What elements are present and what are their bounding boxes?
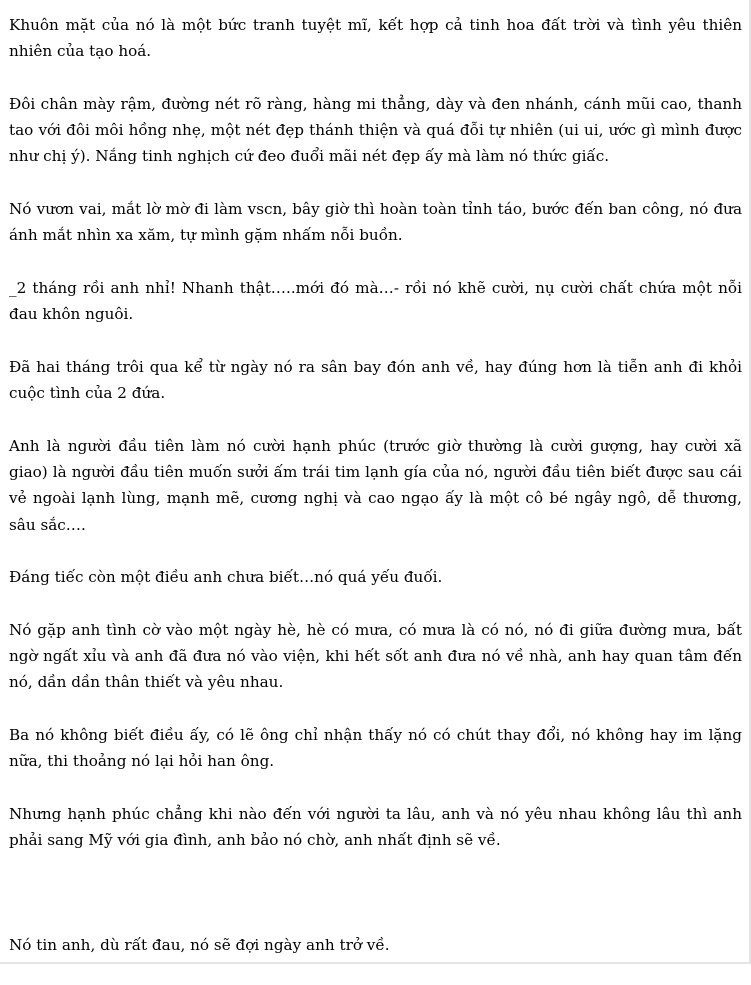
paragraph-11: Nó tin anh, dù rất đau, nó sẽ đợi ngày anh trở về.	[9, 936, 390, 955]
paragraph-1: Khuôn mặt của nó là một bức tranh tuyệt mĩ, kết hợp cả tinh hoa đất trời và tình yêu thiên nhiên của tạo hoá.	[9, 16, 742, 61]
paragraph-10: Nhưng hạnh phúc chẳng khi nào đến với người ta lâu, anh và nó yêu nhau không lâu thì anh phải sang Mỹ với gia đình, anh bảo nó chờ, anh nhất định sẽ về.	[9, 804, 742, 850]
paragraph-2: Đôi chân mày rậm, đường nét rõ ràng, hàng mi thẳng, dày và đen nhánh, cánh mũi cao, thanh tao với đôi môi hồng nhẹ, một nét đẹp thánh thiện và quá đỗi tự nhiên (ui ui, ước gì mình được như chị ý). Nắng tinh nghịch cứ đeo đuổi mãi nét đẹp ấy mà làm nó thức giấc.	[9, 94, 742, 166]
paragraph-8: Nó gặp anh tình cờ vào một ngày hè, hè có mưa, có mưa là có nó, nó đi giữa đường mưa, bất ngờ ngất xỉu và anh đã đưa nó vào viện, khi hết sốt anh đưa nó về nhà, anh hay quan tâm đến nó, dần dần thân thiết và yêu nhau.	[9, 620, 742, 692]
paragraph-6: Anh là người đầu tiên làm nó cười hạnh phúc (trước giờ thường là cười gượng, hay cười xã giao) là người đầu tiên muốn sưởi ấm trái tim lạnh gía của nó, người đầu tiên biết được sau cái vẻ ngoài lạnh lùng, mạnh mẽ, cương nghị và cao ngạo ấy là một cô bé ngây ngô, dễ thương, sâu sắc….	[9, 436, 742, 534]
paragraph-5: Đã hai tháng trôi qua kể từ ngày nó ra sân bay đón anh về, hay đúng hơn là tiễn anh đi khỏi cuộc tình của 2 đứa.	[9, 357, 742, 403]
paragraph-4: _2 tháng rồi anh nhỉ! Nhanh thật…..mới đó mà…- rồi nó khẽ cười, nụ cười chất chứa một nỗi đau khôn nguôi.	[9, 278, 742, 324]
paragraph-3: Nó vươn vai, mắt lờ mờ đi làm vscn, bây giờ thì hoàn toàn tỉnh táo, bước đến ban công, nó đưa ánh mắt nhìn xa xăm, tự mình gặm nhấm nỗi buồn.	[9, 200, 742, 245]
paragraph-7: Đáng tiếc còn một điều anh chưa biết…nó quá yếu đuối.	[9, 568, 443, 587]
blank-line	[9, 880, 742, 906]
paragraph-9: Ba nó không biết điều ấy, có lẽ ông chỉ nhận thấy nó có chút thay đổi, nó không hay im lặng nữa, thi thoảng nó lại hỏi han ông.	[9, 726, 742, 771]
story-text	[9, 12, 742, 985]
